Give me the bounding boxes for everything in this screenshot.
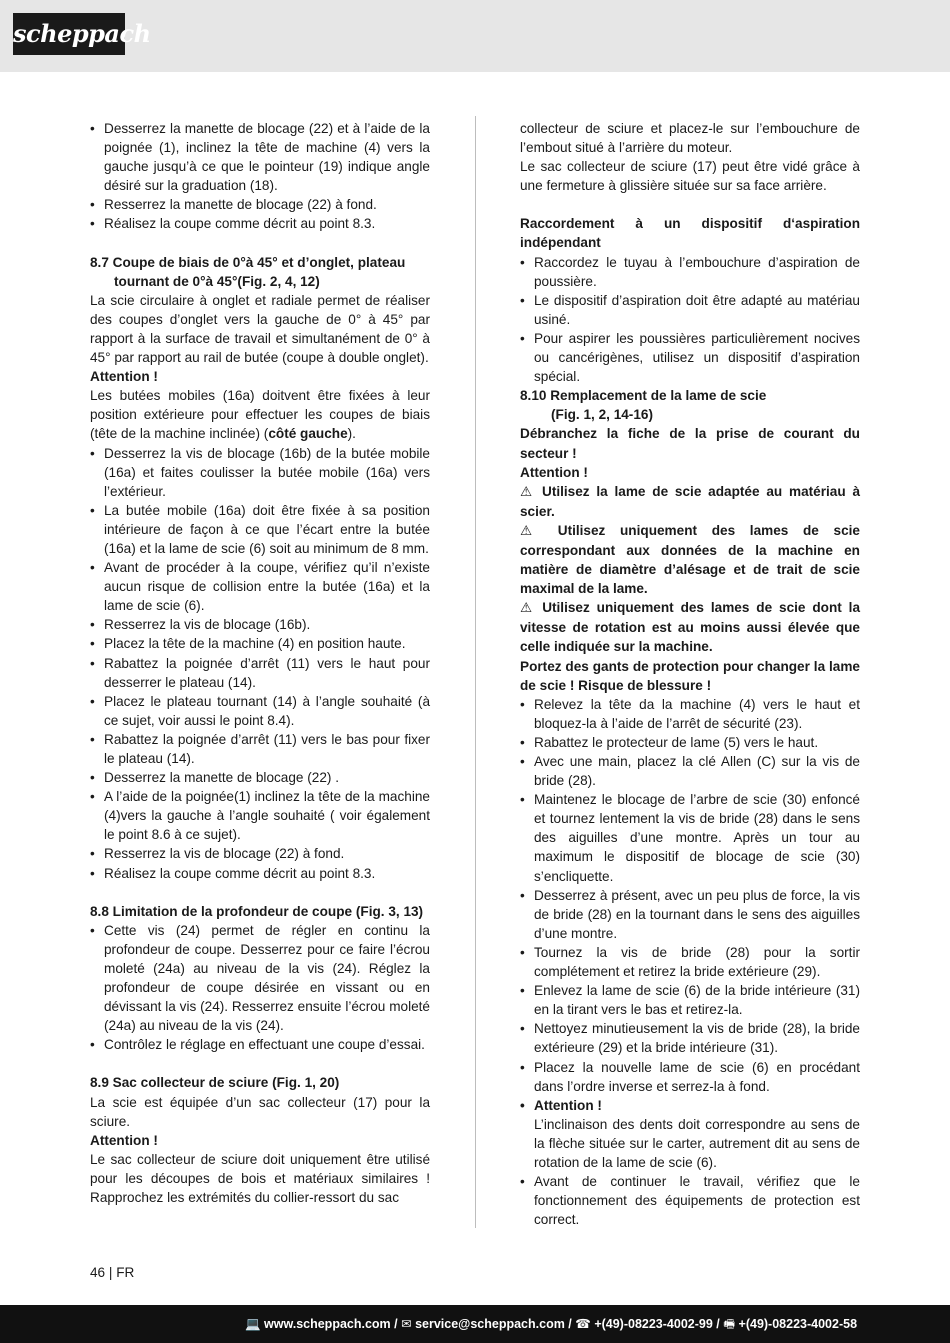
list-item: • Placez le plateau tournant (14) à l’angle souhaité (à ce sujet, voir aussi le point 8.4). — [90, 692, 430, 730]
attention-label: Attention ! — [90, 1132, 158, 1148]
steps-list-8-10 — [520, 695, 860, 1115]
list-item: • Avant de procéder à la coupe, vérifiez qu’il n’existe aucun risque de collision entre la butée (16a) et la lame de scie (6). — [90, 558, 430, 615]
column-divider — [475, 116, 476, 1228]
section-heading-8-10: 8.10 Remplacement de la lame de scie — [520, 388, 767, 404]
page-number: 46 | FR — [90, 1265, 135, 1280]
list-item: • Pour aspirer les poussières particulièrement nocives ou cancérigènes, utilisez un dispositif d’aspiration spécial. — [520, 329, 860, 386]
steps-list-8-7 — [90, 444, 430, 883]
list-item: • La butée mobile (16a) doit être fixée à sa position intérieure de façon à ce que l’écart entre la butée (16a) et la lame de scie (6) soit au minimum de 8 mm. — [90, 501, 430, 558]
warning-icon: ⚠ — [520, 483, 536, 500]
list-item: • Desserrez à présent, avec un peu plus de force, la vis de bride (28) en la tournant dans le sens des aiguilles d’une montre. — [520, 886, 860, 943]
gloves-warning: Portez des gants de protection pour changer la lame de scie ! Risque de blessure ! — [520, 658, 860, 693]
list-item: • Rabattez la poignée d’arrêt (11) vers le haut pour desserrer le plateau (14). — [90, 654, 430, 692]
paragraph: La scie est équipée d’un sac collecteur (17) pour la sciure. — [90, 1094, 430, 1129]
list-item: • Rabattez la poignée d’arrêt (11) vers le bas pour fixer le plateau (14). — [90, 730, 430, 768]
website-link[interactable]: www.scheppach.com — [264, 1317, 391, 1331]
section-heading-8-9: 8.9 Sac collecteur de sciure (Fig. 1, 20) — [90, 1075, 340, 1091]
list-item: • Placez la tête de la machine (4) en position haute. — [90, 634, 430, 653]
list-item: • Réalisez la coupe comme décrit au point 8.3. — [90, 214, 430, 233]
intro-list — [90, 119, 430, 234]
list-item: • Resserrez la vis de blocage (22) à fond. — [90, 844, 430, 863]
list-item: • Resserrez la manette de blocage (22) à fond. — [90, 195, 430, 214]
list-item: • Contrôlez le réglage en effectuant une coupe d’essai. — [90, 1035, 430, 1054]
section-heading-8-7: 8.7 Coupe de biais de 0°à 45° et d’onglet, plateau tournant de 0°à 45°(Fig. 2, 4, 12) — [90, 254, 406, 289]
page-header — [0, 0, 950, 72]
unplug-warning: Débranchez la fiche de la prise de courant du secteur ! — [520, 426, 860, 461]
aspiration-list — [520, 253, 860, 387]
list-item: • Tournez la vis de bride (28) pour la sortir complétement et retirez la bride extérieure (29). — [520, 943, 860, 981]
list-item: • Avant de continuer le travail, vérifiez que le fonctionnement des équipements de protection est correct. — [520, 1172, 860, 1229]
mail-icon: ✉ — [401, 1316, 412, 1331]
list-item: • Cette vis (24) permet de régler en continu la profondeur de coupe. Desserrez pour ce faire l’écrou moleté (24a) au niveau de la vis (24). Réglez la profondeur de coupe désirée en vissant ou en dévissant la vis (24). Resserrez ensuite l’écrou moleté (24a) au niveau de la vis (24). — [90, 921, 430, 1036]
list-item: • Réalisez la coupe comme décrit au point 8.3. — [90, 864, 430, 883]
list-item: • Desserrez la manette de blocage (22) et à l’aide de la poignée (1), inclinez la tête de machine (4) vers la gauche jusqu’à ce que le pointeur (19) indique angle désiré sur la graduation (18). — [90, 119, 430, 195]
email-link[interactable]: service@scheppach.com — [415, 1317, 565, 1331]
list-item: • Rabattez le protecteur de lame (5) vers le haut. — [520, 733, 860, 752]
right-column — [520, 119, 860, 1229]
paragraph: L’inclinaison des dents doit correspondre au sens de la flèche située sur le carter, autrement dit au sens de rotation de la lame de scie (6). — [534, 1116, 860, 1170]
phone-number: +(49)-08223-4002-99 — [594, 1317, 713, 1331]
list-item: • Maintenez le blocage de l’arbre de scie (30) enfoncé et tournez lentement la vis de bride (28) dans le sens des aiguilles d’une montre. Après un tour au maximum le dispositif de blocage de scie (30) s’encliquette. — [520, 790, 860, 885]
warning-line: ⚠ Utilisez uniquement des lames de scie dont la vitesse de rotation est au moins aussi élevée que celle indiquée sur la machine. — [520, 600, 861, 655]
warning-line: ⚠ Utilisez uniquement des lames de scie correspondant aux données de la machine en matière de diamètre d’alésage et de trait de scie maximal de la lame. — [520, 522, 860, 597]
phone-icon: ☎ — [575, 1316, 591, 1331]
page-footer: 💻 www.scheppach.com / ✉ service@scheppach.com / ☎ +(49)-08223-4002-99 / 🖷 +(49)-08223-4002-58 — [0, 1305, 950, 1343]
section-heading-8-8: 8.8 Limitation de la profondeur de coupe (Fig. 3, 13) — [90, 903, 424, 919]
list-item: • Le dispositif d’aspiration doit être adapté au matériau usiné. — [520, 291, 860, 329]
left-column — [90, 119, 430, 1207]
paragraph: collecteur de sciure et placez-le sur l’embouchure de l’embout situé à l’arrière du moteur. — [520, 121, 860, 156]
computer-icon: 💻 — [244, 1316, 261, 1331]
warning-line: ⚠ Utilisez la lame de scie adaptée au matériau à scier. — [520, 483, 860, 519]
steps-list-final — [520, 1172, 860, 1229]
list-item: • Avec une main, placez la clé Allen (C) sur la vis de bride (28). — [520, 752, 860, 790]
list-item: • A l’aide de la poignée(1) inclinez la tête de la machine (4)vers la gauche à l’angle souhaité ( voir également le point 8.6 à ce sujet). — [90, 787, 430, 844]
warning-icon: ⚠ — [520, 600, 536, 617]
attention-label: Attention ! — [520, 464, 588, 480]
list-item: • Placez la nouvelle lame de scie (6) en procédant dans l’ordre inverse et serrez-la à fond. — [520, 1058, 860, 1096]
paragraph: Les butées mobiles (16a) doitvent être fixées à leur position extérieure pour effectuer les coupes de biais (tête de la machine inclinée) (côté gauche). — [90, 388, 430, 442]
list-item-attention: • Attention ! — [520, 1096, 860, 1115]
steps-list-8-8 — [90, 921, 430, 1055]
list-item: • Desserrez la vis de blocage (16b) de la butée mobile (16a) et faites coulisser la butée mobile (16a) vers l’extérieur. — [90, 444, 430, 501]
warning-icon: ⚠ — [520, 522, 544, 539]
paragraph: La scie circulaire à onglet et radiale permet de réaliser des coupes d’onglet vers la gauche de 0° à 45° par rapport à la surface de travail et simultanément de 0° à 45° par rapport au rail de butée (coupe à double onglet). — [90, 292, 430, 366]
paragraph: Le sac collecteur de sciure doit uniquement être utilisé pour les découpes de bois et matériaux similaires ! Rapprochez les extrémités du collier-ressort du sac — [90, 1151, 430, 1205]
section-heading-8-10-figs: (Fig. 1, 2, 14-16) — [551, 407, 653, 423]
fax-icon: 🖷 — [723, 1316, 736, 1331]
section-heading-aspiration: Raccordement à un dispositif d‘aspiration indépendant — [520, 216, 860, 251]
list-item: • Desserrez la manette de blocage (22) . — [90, 768, 430, 787]
list-item: • Relevez la tête da la machine (4) vers le haut et bloquez-la à l’aide de l’arrêt de sécurité (23). — [520, 695, 860, 733]
scheppach-logo: scheppach — [13, 13, 125, 55]
paragraph: Le sac collecteur de sciure (17) peut être vidé grâce à une fermeture à glissière située sur sa face arrière. — [520, 159, 860, 194]
fax-number: +(49)-08223-4002-58 — [738, 1317, 858, 1331]
list-item: • Resserrez la vis de blocage (16b). — [90, 615, 430, 634]
list-item: • Raccordez le tuyau à l’embouchure d’aspiration de poussière. — [520, 253, 860, 291]
attention-label: Attention ! — [90, 369, 158, 385]
list-item: • Enlevez la lame de scie (6) de la bride intérieure (31) en la tirant vers le bas et retirez-la. — [520, 981, 860, 1019]
list-item: • Nettoyez minutieusement la vis de bride (28), la bride extérieure (29) et la bride intérieure (31). — [520, 1019, 860, 1057]
